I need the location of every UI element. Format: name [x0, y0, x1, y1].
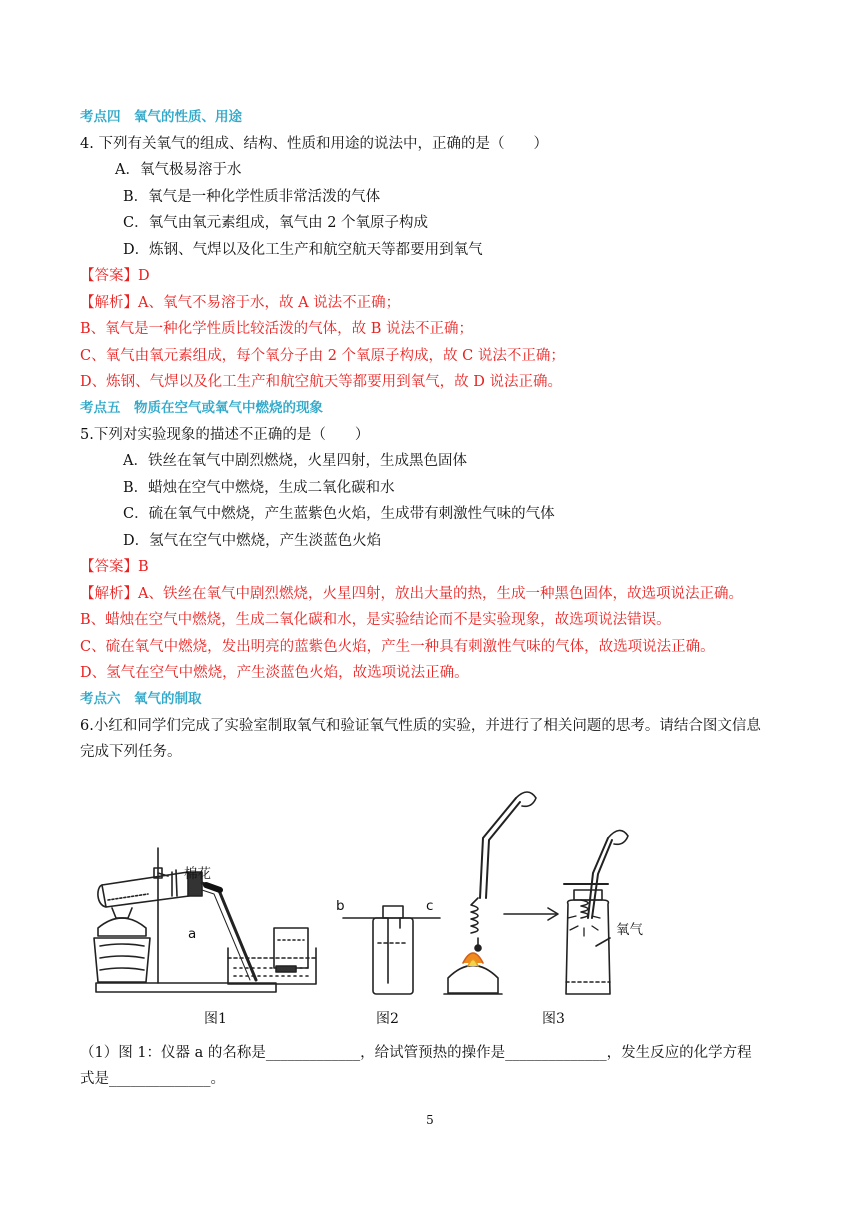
- question-6-sub-1-line-1: （1）图 1：仪器 a 的名称是_____________，给试管预热的操作是______________，发生反应的化学方程: [80, 1045, 752, 1061]
- gas-washing-bottle: [373, 918, 413, 994]
- label-cotton: 棉花: [184, 866, 211, 882]
- answer-value: B: [138, 559, 149, 575]
- question-5-analysis-line-2: B、蜡烛在空气中燃烧，生成二氧化碳和水，是实验结论而不是实验现象，故选项说法错误。: [80, 612, 671, 628]
- question-4-stem: 4. 下列有关氧气的组成、结构、性质和用途的说法中，正确的是（ ）: [80, 136, 548, 152]
- question-4-answer: [80, 266, 150, 286]
- analysis-text: A、铁丝在氧气中剧烈燃烧，火星四射，放出大量的热，生成一种黑色固体，故选项说法正确。: [138, 586, 743, 602]
- question-4-option-d: D．炼钢、气焊以及化工生产和航空航天等都要用到氧气: [123, 242, 483, 258]
- question-5-analysis-line-4: D、氢气在空气中燃烧，产生淡蓝色火焰，故选项说法正确。: [80, 665, 469, 681]
- alcohol-lamp-3: [448, 966, 498, 994]
- answer-label: 【答案】: [80, 559, 138, 575]
- water-trough: [228, 948, 316, 984]
- question-6-stem-line-1: 6.小红和同学们完成了实验室制取氧气和验证氧气性质的实验，并进行了相关问题的思考。请结合图文信息: [80, 718, 761, 734]
- caption-figure-1: 图1: [204, 1011, 227, 1027]
- question-5-option-a: A．铁丝在氧气中剧烈燃烧，火星四射，生成黑色固体: [123, 453, 467, 469]
- question-4-analysis-line-1: [80, 293, 400, 313]
- question-5-option-d: D．氢气在空气中燃烧，产生淡蓝色火焰: [123, 533, 382, 549]
- label-b: b: [336, 898, 345, 914]
- answer-label: 【答案】: [80, 268, 138, 284]
- answer-value: D: [138, 268, 150, 284]
- question-5-analysis-line-1: [80, 584, 743, 604]
- question-4-analysis-line-3: C、氧气由氧元素组成，每个氧分子由 2 个氧原子构成，故 C 说法不正确；: [80, 348, 565, 364]
- section-heading-4: 考点四 氧气的性质、用途: [80, 109, 242, 125]
- question-4-analysis-line-4: D、炼钢、气焊以及化工生产和航空航天等都要用到氧气，故 D 说法正确。: [80, 374, 562, 390]
- question-5-analysis-line-3: C、硫在氧气中燃烧，发出明亮的蓝紫色火焰，产生一种具有刺激性气味的气体，故选项说法正确。: [80, 639, 715, 655]
- question-5-stem: 5.下列对实验现象的描述不正确的是（ ）: [80, 427, 370, 443]
- experiment-figure: [88, 768, 778, 1030]
- question-4-option-b: B．氧气是一种化学性质非常活泼的气体: [123, 189, 381, 205]
- question-4-option-a: A．氧气极易溶于水: [115, 162, 242, 178]
- caption-figure-2: 图2: [376, 1011, 399, 1027]
- section-heading-5: 考点五 物质在空气或氧气中燃烧的现象: [80, 400, 323, 416]
- question-4-analysis-line-2: B、氧气是一种化学性质比较活泼的气体，故 B 说法不正确；: [80, 321, 474, 337]
- analysis-label: 【解析】: [80, 295, 138, 311]
- analysis-text: A、氧气不易溶于水，故 A 说法不正确；: [138, 295, 401, 311]
- iron-wire-coil: [471, 898, 478, 948]
- question-6-stem-line-2: 完成下列任务。: [80, 744, 182, 760]
- label-c: c: [426, 898, 434, 914]
- label-oxygen: 氧气: [616, 922, 643, 938]
- analysis-label: 【解析】: [80, 586, 138, 602]
- question-5-option-c: C．硫在氧气中燃烧，产生蓝紫色火焰，生成带有刺激性气味的气体: [123, 506, 555, 522]
- question-4-option-c: C．氧气由氧元素组成，氧气由 2 个氧原子构成: [123, 215, 429, 231]
- question-5-option-b: B．蜡烛在空气中燃烧，生成二氧化碳和水: [123, 480, 395, 496]
- label-a: a: [188, 926, 197, 942]
- question-6-sub-1-line-2: 式是______________。: [80, 1071, 225, 1087]
- question-5-answer: [80, 557, 149, 577]
- caption-figure-3: 图3: [542, 1011, 565, 1027]
- page-number: 5: [426, 1113, 434, 1127]
- section-heading-6: 考点六 氧气的制取: [80, 691, 202, 707]
- alcohol-lamp-1: [98, 918, 146, 936]
